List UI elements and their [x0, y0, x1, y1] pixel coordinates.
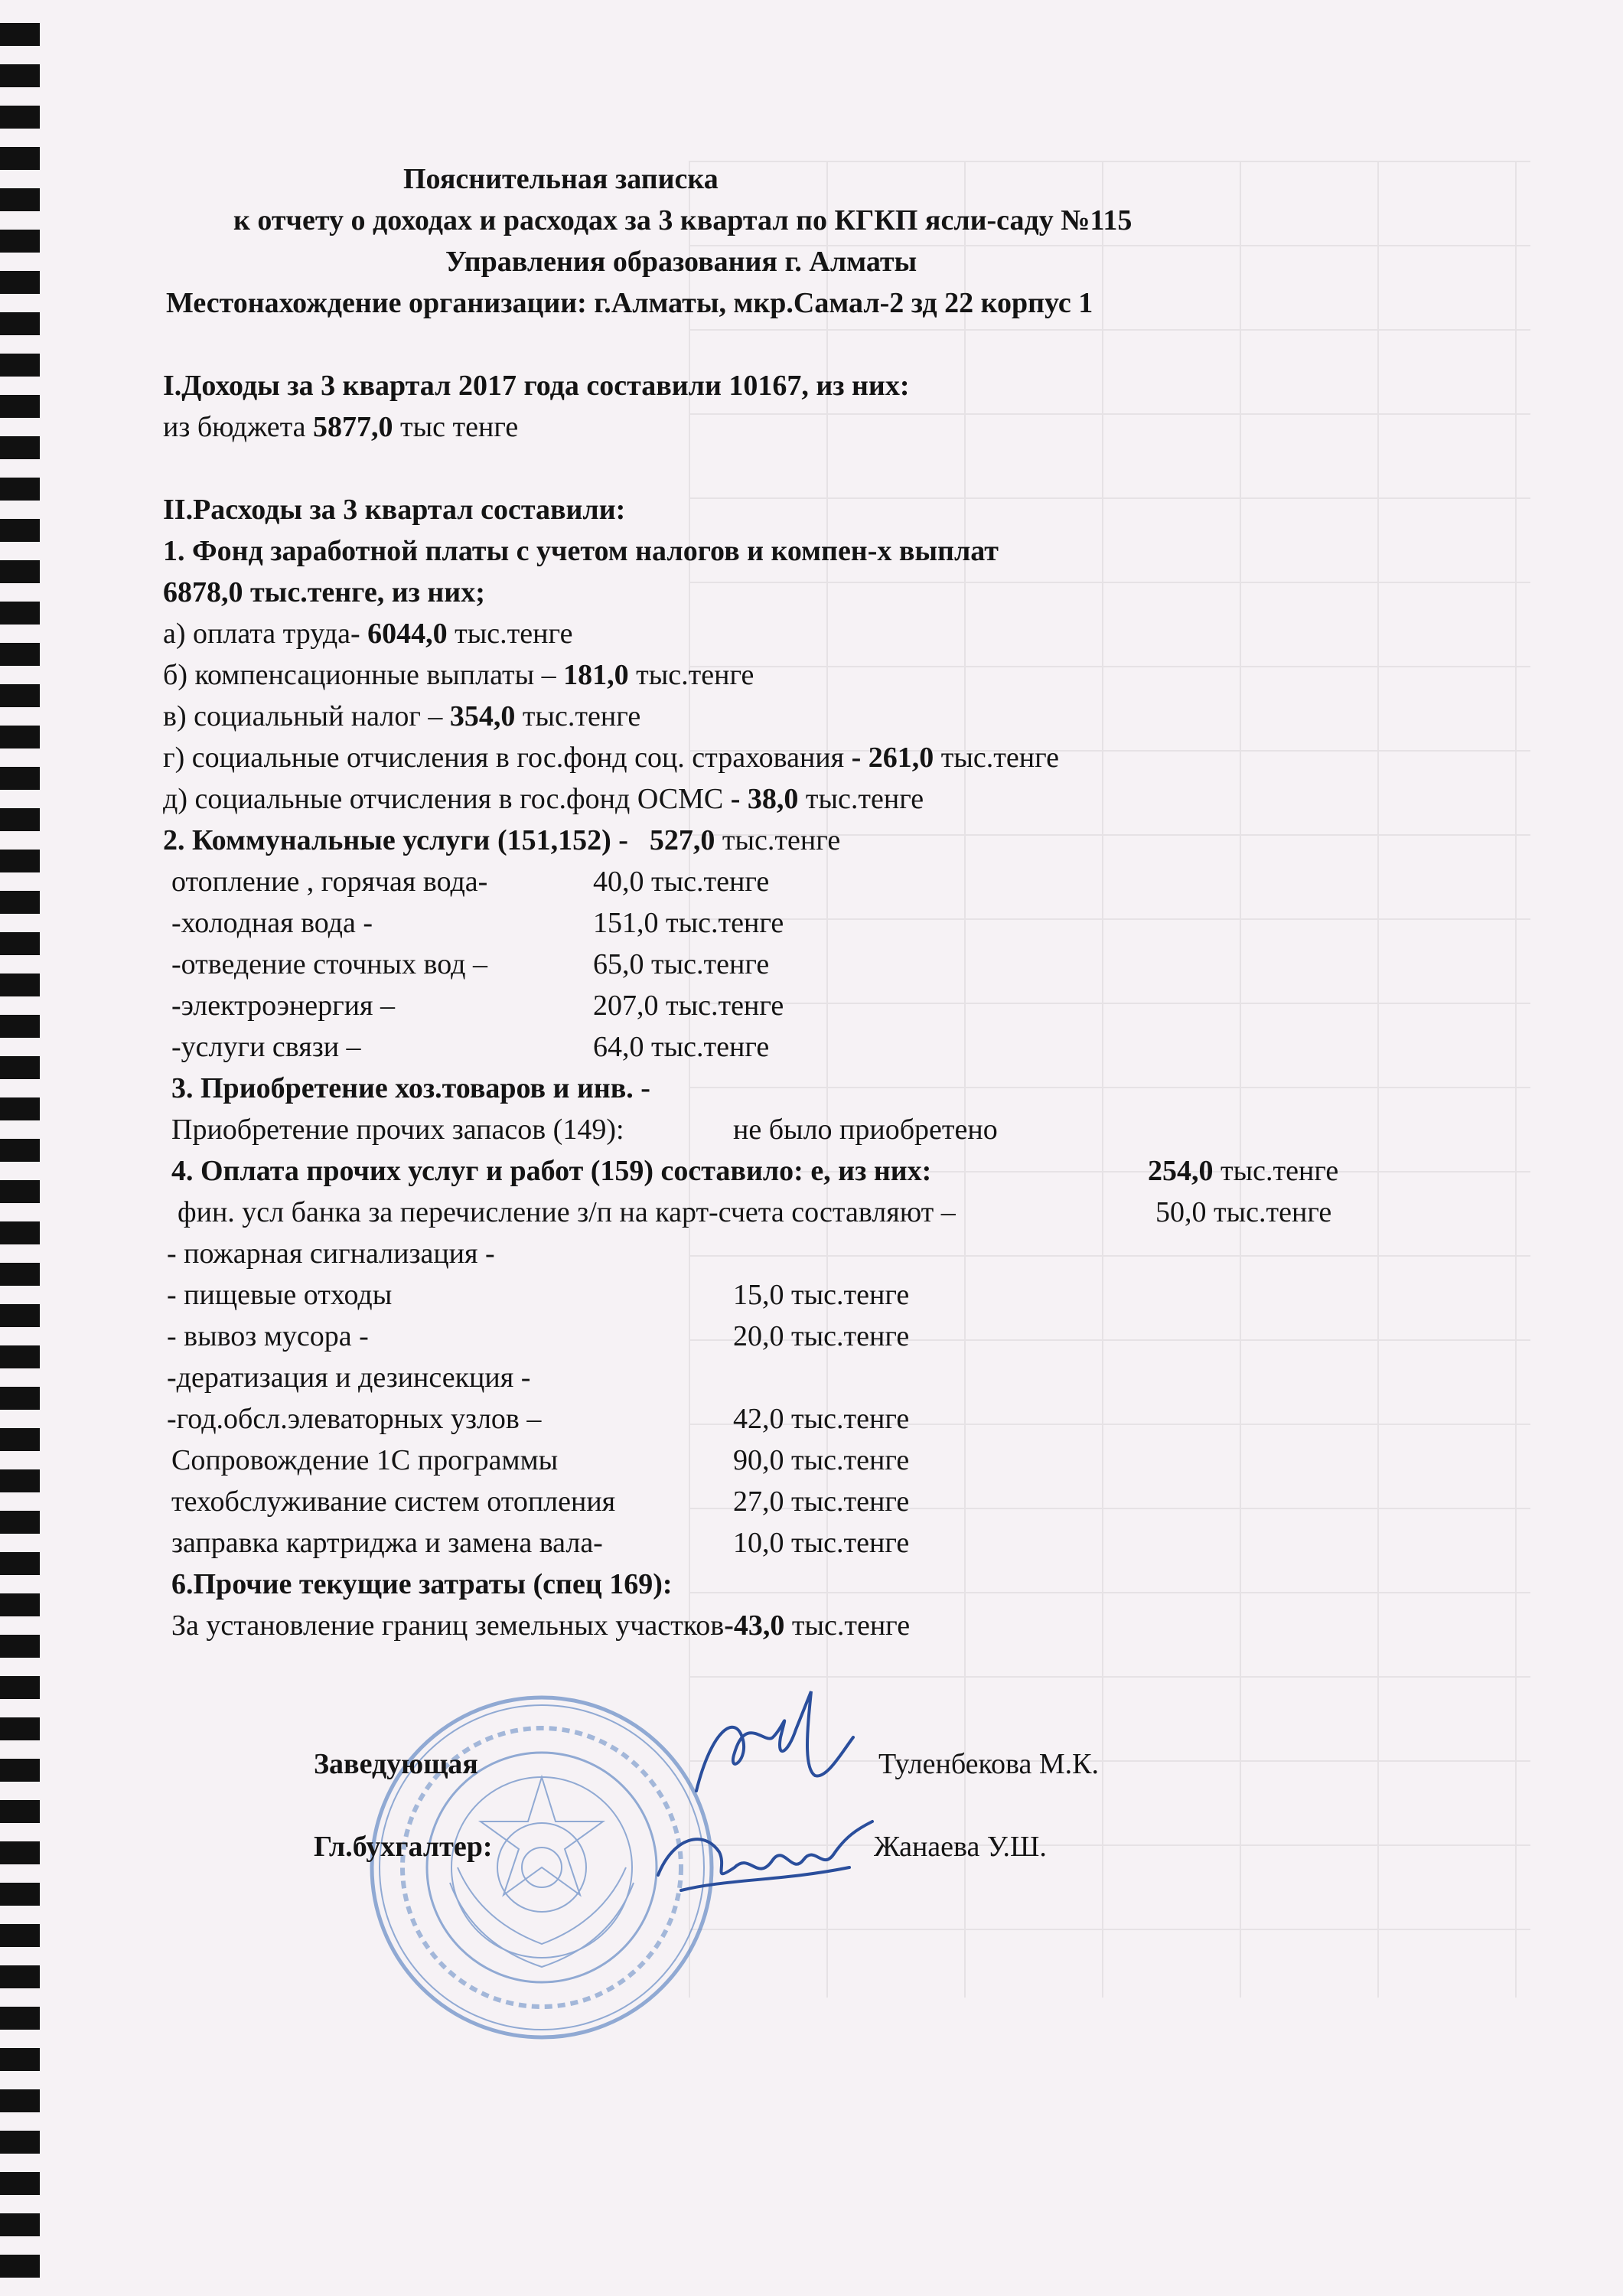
doc-subtitle: к отчету о доходах и расходах за 3 квартал по КГКП ясли-саду №115 [233, 204, 1133, 236]
binding-notch [0, 23, 40, 46]
payroll-item: б) компенсационные выплаты – 181,0 тыс.тенге [163, 659, 754, 691]
binding-notch [0, 1800, 40, 1823]
utility-value: 65,0 тыс.тенге [593, 948, 770, 980]
head-name: Туленбекова М.К. [878, 1748, 1099, 1780]
binding-notch [0, 1883, 40, 1906]
spiral-binding [0, 0, 54, 2296]
bank-fee-label: фин. усл банка за перечисление з/п на карт-счета составляют – [178, 1196, 956, 1228]
binding-notch [0, 1015, 40, 1038]
binding-notch [0, 1304, 40, 1327]
utilities-heading: 2. Коммунальные услуги (151,152) - 527,0 тыс.тенге [163, 824, 841, 856]
binding-notch [0, 230, 40, 253]
payroll-item: д) социальные отчисления в гос.фонд ОСМС - 38,0 тыс.тенге [163, 783, 924, 815]
binding-notch [0, 106, 40, 129]
expenses-heading: II.Расходы за 3 квартал составили: [163, 494, 626, 526]
payroll-total: 6878,0 тыс.тенге, из них; [163, 576, 485, 608]
utility-label: -отведение сточных вод – [171, 948, 487, 980]
doc-title: Пояснительная записка [403, 163, 719, 195]
binding-notch [0, 560, 40, 583]
service-label: техобслуживание систем отопления [171, 1486, 616, 1518]
service-value: 10,0 тыс.тенге [733, 1527, 910, 1559]
binding-notch [0, 519, 40, 542]
goods-heading: 3. Приобретение хоз.товаров и инв. - [171, 1072, 650, 1104]
binding-notch [0, 2089, 40, 2112]
doc-location: Местонахождение организации: г.Алматы, мкр.Самал-2 зд 22 корпус 1 [166, 287, 1093, 319]
service-label: -дератизация и дезинсекция - [167, 1362, 531, 1394]
utility-value: 40,0 тыс.тенге [593, 866, 770, 898]
service-label: заправка картриджа и замена вала- [171, 1527, 603, 1559]
binding-notch [0, 1924, 40, 1947]
payroll-item: в) социальный налог – 354,0 тыс.тенге [163, 700, 641, 732]
service-value: 20,0 тыс.тенге [733, 1320, 910, 1352]
accountant-title: Гл.бухгалтер: [314, 1831, 493, 1863]
binding-notch [0, 932, 40, 955]
binding-notch [0, 64, 40, 87]
service-value: 90,0 тыс.тенге [733, 1444, 910, 1476]
binding-notch [0, 1180, 40, 1203]
income-heading: I.Доходы за 3 квартал 2017 года составили 10167, из них: [163, 370, 910, 402]
binding-notch [0, 1593, 40, 1616]
binding-notch [0, 1552, 40, 1575]
utility-label: отопление , горячая вода- [171, 866, 488, 898]
service-label: - вывоз мусора - [167, 1320, 369, 1352]
binding-notch [0, 891, 40, 914]
service-value: 15,0 тыс.тенге [733, 1279, 910, 1311]
binding-notch [0, 436, 40, 459]
binding-notch [0, 147, 40, 170]
income-budget: из бюджета 5877,0 тыс тенге [163, 411, 519, 443]
binding-notch [0, 643, 40, 666]
utility-value: 151,0 тыс.тенге [593, 907, 784, 939]
binding-notch [0, 312, 40, 335]
doc-department: Управления образования г. Алматы [445, 246, 917, 278]
other-heading: 6.Прочие текущие затраты (спец 169): [171, 1568, 673, 1600]
binding-notch [0, 271, 40, 294]
service-label: Сопровождение 1С программы [171, 1444, 559, 1476]
utility-value: 207,0 тыс.тенге [593, 990, 784, 1022]
service-label: -год.обсл.элеваторных узлов – [167, 1403, 542, 1435]
binding-notch [0, 2213, 40, 2236]
accountant-name: Жанаева У.Ш. [874, 1831, 1047, 1863]
utility-label: -холодная вода - [171, 907, 373, 939]
binding-notch [0, 2007, 40, 2030]
service-value: 27,0 тыс.тенге [733, 1486, 910, 1518]
binding-notch [0, 726, 40, 748]
binding-notch [0, 354, 40, 377]
service-value: 42,0 тыс.тенге [733, 1403, 910, 1435]
binding-notch [0, 808, 40, 831]
services-heading: 4. Оплата прочих услуг и работ (159) составило: е, из них: [171, 1155, 932, 1187]
binding-notch [0, 2131, 40, 2154]
binding-notch [0, 1676, 40, 1699]
accountant-signature [650, 1806, 880, 1913]
binding-notch [0, 974, 40, 996]
binding-notch [0, 1511, 40, 1534]
goods-other-value: не было приобретено [733, 1114, 998, 1146]
head-title: Заведующая [314, 1748, 478, 1780]
binding-notch [0, 1469, 40, 1492]
payroll-heading: 1. Фонд заработной платы с учетом налогов и компен-х выплат [163, 535, 999, 567]
utility-value: 64,0 тыс.тенге [593, 1031, 770, 1063]
binding-notch [0, 395, 40, 418]
binding-notch [0, 2255, 40, 2278]
other-item: За установление границ земельных участков-43,0 тыс.тенге [171, 1609, 911, 1642]
services-total: 254,0 тыс.тенге [1148, 1155, 1339, 1187]
binding-notch [0, 1841, 40, 1864]
binding-notch [0, 1387, 40, 1410]
bank-fee-value: 50,0 тыс.тенге [1155, 1196, 1332, 1228]
binding-notch [0, 188, 40, 211]
binding-notch [0, 684, 40, 707]
binding-notch [0, 2172, 40, 2195]
binding-notch [0, 1759, 40, 1782]
payroll-item: г) социальные отчисления в гос.фонд соц. страхования - 261,0 тыс.тенге [163, 742, 1060, 774]
service-label: - пищевые отходы [167, 1279, 393, 1311]
service-label: - пожарная сигнализация - [167, 1238, 495, 1270]
binding-notch [0, 1428, 40, 1451]
binding-notch [0, 1221, 40, 1244]
binding-notch [0, 850, 40, 872]
binding-notch [0, 1139, 40, 1162]
goods-other-label: Приобретение прочих запасов (149): [171, 1114, 624, 1146]
binding-notch [0, 1635, 40, 1658]
binding-notch [0, 1965, 40, 1988]
binding-notch [0, 1263, 40, 1286]
binding-notch [0, 1345, 40, 1368]
head-signature [681, 1684, 880, 1814]
binding-notch [0, 602, 40, 625]
binding-notch [0, 1056, 40, 1079]
payroll-item: а) оплата труда- 6044,0 тыс.тенге [163, 618, 573, 650]
binding-notch [0, 2048, 40, 2071]
binding-notch [0, 478, 40, 501]
binding-notch [0, 1097, 40, 1120]
utility-label: -электроэнергия – [171, 990, 396, 1022]
binding-notch [0, 767, 40, 790]
utility-label: -услуги связи – [171, 1031, 361, 1063]
binding-notch [0, 1717, 40, 1740]
